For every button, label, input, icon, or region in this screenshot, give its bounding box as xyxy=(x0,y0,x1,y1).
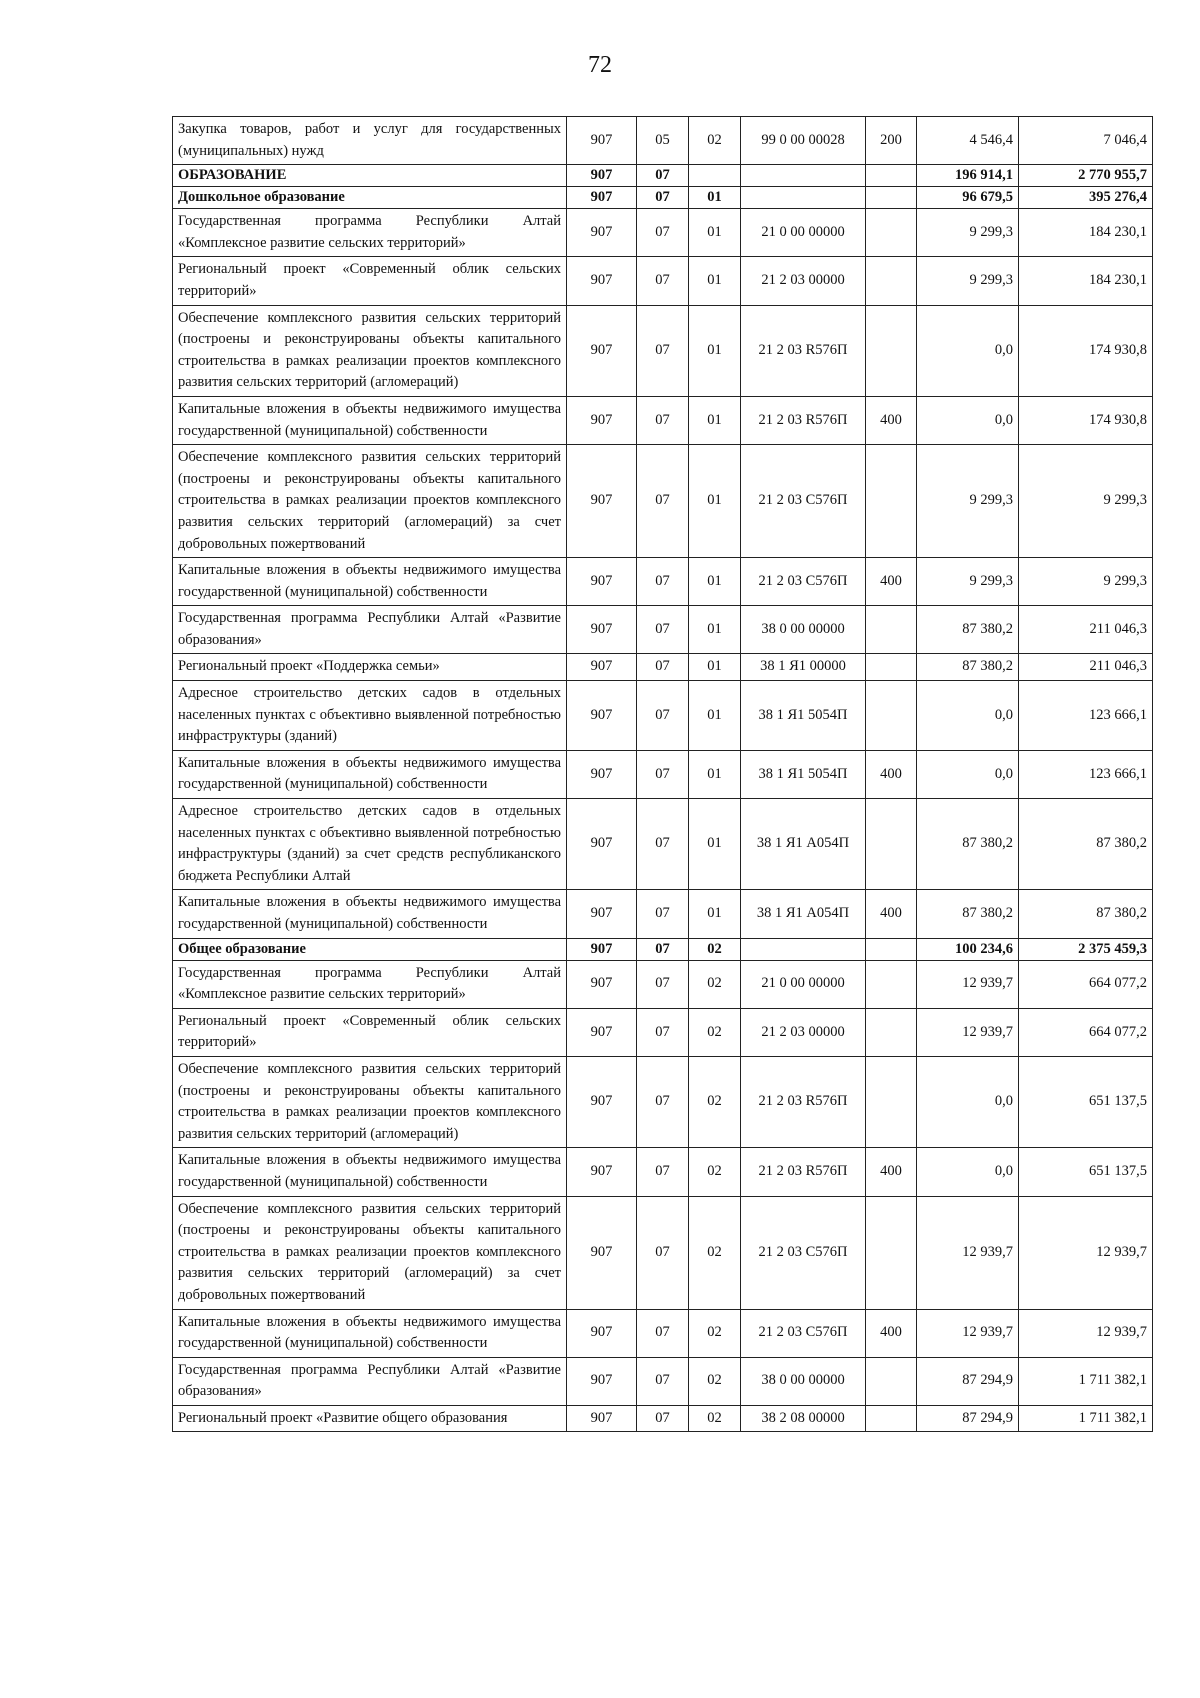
amount-year1-cell: 9 299,3 xyxy=(917,257,1019,305)
table-row xyxy=(173,165,1153,187)
expense-type-cell xyxy=(866,1405,917,1432)
amount-year2-cell: 87 380,2 xyxy=(1019,799,1153,890)
department-code-cell: 907 xyxy=(567,799,637,890)
subsection-code-cell: 02 xyxy=(689,1008,741,1056)
expense-type-cell xyxy=(866,209,917,257)
department-code-cell: 907 xyxy=(567,1309,637,1357)
amount-year2-cell: 184 230,1 xyxy=(1019,257,1153,305)
expense-type-cell xyxy=(866,1056,917,1147)
table-row xyxy=(173,1056,1153,1147)
section-code-cell: 07 xyxy=(637,890,689,938)
row-name-cell: Закупка товаров, работ и услуг для государственных (муниципальных) нужд xyxy=(173,117,567,165)
expense-type-cell xyxy=(866,681,917,751)
subsection-code-cell: 02 xyxy=(689,938,741,960)
target-article-cell: 21 0 00 00000 xyxy=(741,209,866,257)
section-code-cell: 05 xyxy=(637,117,689,165)
amount-year1-cell: 12 939,7 xyxy=(917,1196,1019,1309)
row-name-cell: Региональный проект «Современный облик сельских территорий» xyxy=(173,1008,567,1056)
section-code-cell: 07 xyxy=(637,654,689,681)
target-article-cell: 38 1 Я1 А054П xyxy=(741,890,866,938)
row-name-cell: Обеспечение комплексного развития сельских территорий (построены и реконструированы объекты капитального строительства в рамках реализации проектов комплексного развития сельских территорий (агломераций) xyxy=(173,305,567,396)
amount-year1-cell: 4 546,4 xyxy=(917,117,1019,165)
target-article-cell xyxy=(741,187,866,209)
amount-year1-cell: 100 234,6 xyxy=(917,938,1019,960)
target-article-cell: 21 2 03 00000 xyxy=(741,257,866,305)
department-code-cell: 907 xyxy=(567,187,637,209)
subsection-code-cell: 01 xyxy=(689,654,741,681)
table-row xyxy=(173,209,1153,257)
department-code-cell: 907 xyxy=(567,558,637,606)
amount-year1-cell: 87 380,2 xyxy=(917,890,1019,938)
table-row xyxy=(173,890,1153,938)
target-article-cell xyxy=(741,938,866,960)
target-article-cell: 21 2 03 С576П xyxy=(741,445,866,558)
expense-type-cell xyxy=(866,606,917,654)
target-article-cell: 21 2 03 С576П xyxy=(741,1309,866,1357)
amount-year2-cell: 211 046,3 xyxy=(1019,606,1153,654)
department-code-cell: 907 xyxy=(567,209,637,257)
section-code-cell: 07 xyxy=(637,960,689,1008)
amount-year1-cell: 0,0 xyxy=(917,1148,1019,1196)
table-row xyxy=(173,1309,1153,1357)
expense-type-cell xyxy=(866,305,917,396)
department-code-cell: 907 xyxy=(567,1148,637,1196)
department-code-cell: 907 xyxy=(567,1405,637,1432)
subsection-code-cell: 01 xyxy=(689,396,741,444)
subsection-code-cell: 02 xyxy=(689,1405,741,1432)
target-article-cell xyxy=(741,165,866,187)
expense-type-cell xyxy=(866,1196,917,1309)
expense-type-cell: 400 xyxy=(866,750,917,798)
amount-year2-cell: 12 939,7 xyxy=(1019,1309,1153,1357)
row-name-cell: Капитальные вложения в объекты недвижимого имущества государственной (муниципальной) собственности xyxy=(173,750,567,798)
amount-year2-cell: 9 299,3 xyxy=(1019,558,1153,606)
department-code-cell: 907 xyxy=(567,305,637,396)
amount-year2-cell: 2 375 459,3 xyxy=(1019,938,1153,960)
amount-year1-cell: 9 299,3 xyxy=(917,209,1019,257)
expense-type-cell xyxy=(866,960,917,1008)
expense-type-cell: 200 xyxy=(866,117,917,165)
row-name-cell: Капитальные вложения в объекты недвижимого имущества государственной (муниципальной) собственности xyxy=(173,396,567,444)
target-article-cell: 38 1 Я1 5054П xyxy=(741,681,866,751)
subsection-code-cell: 02 xyxy=(689,960,741,1008)
row-name-cell: Капитальные вложения в объекты недвижимого имущества государственной (муниципальной) собственности xyxy=(173,890,567,938)
row-name-cell: ОБРАЗОВАНИЕ xyxy=(173,165,567,187)
amount-year1-cell: 0,0 xyxy=(917,396,1019,444)
row-name-cell: Государственная программа Республики Алтай «Комплексное развитие сельских территорий» xyxy=(173,209,567,257)
target-article-cell: 21 2 03 С576П xyxy=(741,1196,866,1309)
table-row xyxy=(173,257,1153,305)
subsection-code-cell: 02 xyxy=(689,1309,741,1357)
section-code-cell: 07 xyxy=(637,1196,689,1309)
subsection-code-cell: 01 xyxy=(689,257,741,305)
table-row xyxy=(173,1357,1153,1405)
row-name-cell: Государственная программа Республики Алтай «Развитие образования» xyxy=(173,1357,567,1405)
target-article-cell: 21 0 00 00000 xyxy=(741,960,866,1008)
department-code-cell: 907 xyxy=(567,750,637,798)
section-code-cell: 07 xyxy=(637,558,689,606)
amount-year1-cell: 0,0 xyxy=(917,750,1019,798)
department-code-cell: 907 xyxy=(567,606,637,654)
table-row xyxy=(173,799,1153,890)
department-code-cell: 907 xyxy=(567,1196,637,1309)
section-code-cell: 07 xyxy=(637,681,689,751)
section-code-cell: 07 xyxy=(637,750,689,798)
target-article-cell: 99 0 00 00028 xyxy=(741,117,866,165)
department-code-cell: 907 xyxy=(567,445,637,558)
department-code-cell: 907 xyxy=(567,257,637,305)
section-code-cell: 07 xyxy=(637,1309,689,1357)
section-code-cell: 07 xyxy=(637,445,689,558)
amount-year2-cell: 1 711 382,1 xyxy=(1019,1357,1153,1405)
row-name-cell: Дошкольное образование xyxy=(173,187,567,209)
expense-type-cell: 400 xyxy=(866,558,917,606)
department-code-cell: 907 xyxy=(567,117,637,165)
amount-year2-cell: 664 077,2 xyxy=(1019,960,1153,1008)
row-name-cell: Региональный проект «Современный облик сельских территорий» xyxy=(173,257,567,305)
row-name-cell: Адресное строительство детских садов в отдельных населенных пунктах с объективно выявленной потребностью инфраструктуры (зданий) за счет средств республиканского бюджета Республики Алтай xyxy=(173,799,567,890)
section-code-cell: 07 xyxy=(637,1357,689,1405)
subsection-code-cell: 01 xyxy=(689,799,741,890)
department-code-cell: 907 xyxy=(567,1357,637,1405)
row-name-cell: Обеспечение комплексного развития сельских территорий (построены и реконструированы объекты капитального строительства в рамках реализации проектов комплексного развития сельских территорий (агломераций) за счет добровольных пожертвований xyxy=(173,1196,567,1309)
expense-type-cell: 400 xyxy=(866,890,917,938)
expense-type-cell xyxy=(866,257,917,305)
amount-year2-cell: 123 666,1 xyxy=(1019,681,1153,751)
target-article-cell: 38 0 00 00000 xyxy=(741,606,866,654)
table-row xyxy=(173,1196,1153,1309)
subsection-code-cell: 01 xyxy=(689,681,741,751)
section-code-cell: 07 xyxy=(637,1056,689,1147)
expense-type-cell xyxy=(866,799,917,890)
subsection-code-cell: 02 xyxy=(689,1196,741,1309)
amount-year2-cell: 9 299,3 xyxy=(1019,445,1153,558)
department-code-cell: 907 xyxy=(567,165,637,187)
table-row xyxy=(173,606,1153,654)
department-code-cell: 907 xyxy=(567,1056,637,1147)
department-code-cell: 907 xyxy=(567,890,637,938)
department-code-cell: 907 xyxy=(567,1008,637,1056)
expense-type-cell xyxy=(866,187,917,209)
subsection-code-cell: 01 xyxy=(689,445,741,558)
department-code-cell: 907 xyxy=(567,654,637,681)
row-name-cell: Обеспечение комплексного развития сельских территорий (построены и реконструированы объекты капитального строительства в рамках реализации проектов комплексного развития сельских территорий (агломераций) за счет добровольных пожертвований xyxy=(173,445,567,558)
target-article-cell: 21 2 03 00000 xyxy=(741,1008,866,1056)
table-row xyxy=(173,1008,1153,1056)
section-code-cell: 07 xyxy=(637,1405,689,1432)
amount-year1-cell: 9 299,3 xyxy=(917,558,1019,606)
subsection-code-cell: 01 xyxy=(689,187,741,209)
table-row xyxy=(173,445,1153,558)
amount-year2-cell: 184 230,1 xyxy=(1019,209,1153,257)
target-article-cell: 21 2 03 R576П xyxy=(741,305,866,396)
amount-year1-cell: 87 380,2 xyxy=(917,654,1019,681)
amount-year1-cell: 87 380,2 xyxy=(917,606,1019,654)
row-name-cell: Общее образование xyxy=(173,938,567,960)
row-name-cell: Государственная программа Республики Алтай «Комплексное развитие сельских территорий» xyxy=(173,960,567,1008)
table-row xyxy=(173,1148,1153,1196)
amount-year1-cell: 9 299,3 xyxy=(917,445,1019,558)
target-article-cell: 38 1 Я1 А054П xyxy=(741,799,866,890)
amount-year2-cell: 651 137,5 xyxy=(1019,1148,1153,1196)
amount-year2-cell: 651 137,5 xyxy=(1019,1056,1153,1147)
table-row xyxy=(173,1405,1153,1432)
subsection-code-cell: 02 xyxy=(689,1357,741,1405)
amount-year1-cell: 12 939,7 xyxy=(917,1309,1019,1357)
expense-type-cell xyxy=(866,165,917,187)
page-number: 72 xyxy=(588,52,612,78)
target-article-cell: 21 2 03 С576П xyxy=(741,558,866,606)
subsection-code-cell: 01 xyxy=(689,558,741,606)
expense-type-cell: 400 xyxy=(866,396,917,444)
amount-year1-cell: 0,0 xyxy=(917,1056,1019,1147)
table-row xyxy=(173,396,1153,444)
amount-year2-cell: 123 666,1 xyxy=(1019,750,1153,798)
section-code-cell: 07 xyxy=(637,1008,689,1056)
subsection-code-cell: 01 xyxy=(689,209,741,257)
row-name-cell: Капитальные вложения в объекты недвижимого имущества государственной (муниципальной) собственности xyxy=(173,1148,567,1196)
amount-year1-cell: 0,0 xyxy=(917,305,1019,396)
section-code-cell: 07 xyxy=(637,257,689,305)
table-row xyxy=(173,117,1153,165)
amount-year2-cell: 174 930,8 xyxy=(1019,396,1153,444)
expense-type-cell: 400 xyxy=(866,1309,917,1357)
row-name-cell: Капитальные вложения в объекты недвижимого имущества государственной (муниципальной) собственности xyxy=(173,1309,567,1357)
amount-year1-cell: 0,0 xyxy=(917,681,1019,751)
amount-year2-cell: 7 046,4 xyxy=(1019,117,1153,165)
section-code-cell: 07 xyxy=(637,1148,689,1196)
expense-type-cell xyxy=(866,1008,917,1056)
subsection-code-cell: 01 xyxy=(689,606,741,654)
section-code-cell: 07 xyxy=(637,209,689,257)
amount-year2-cell: 87 380,2 xyxy=(1019,890,1153,938)
amount-year1-cell: 196 914,1 xyxy=(917,165,1019,187)
table-row xyxy=(173,558,1153,606)
amount-year1-cell: 87 380,2 xyxy=(917,799,1019,890)
amount-year2-cell: 174 930,8 xyxy=(1019,305,1153,396)
expense-type-cell xyxy=(866,654,917,681)
amount-year1-cell: 12 939,7 xyxy=(917,960,1019,1008)
table-row xyxy=(173,681,1153,751)
row-name-cell: Государственная программа Республики Алтай «Развитие образования» xyxy=(173,606,567,654)
expense-type-cell xyxy=(866,938,917,960)
target-article-cell: 21 2 03 R576П xyxy=(741,1056,866,1147)
row-name-cell: Капитальные вложения в объекты недвижимого имущества государственной (муниципальной) собственности xyxy=(173,558,567,606)
row-name-cell: Региональный проект «Поддержка семьи» xyxy=(173,654,567,681)
subsection-code-cell: 02 xyxy=(689,117,741,165)
amount-year2-cell: 211 046,3 xyxy=(1019,654,1153,681)
section-code-cell: 07 xyxy=(637,305,689,396)
section-code-cell: 07 xyxy=(637,938,689,960)
expense-type-cell xyxy=(866,1357,917,1405)
department-code-cell: 907 xyxy=(567,960,637,1008)
amount-year2-cell: 1 711 382,1 xyxy=(1019,1405,1153,1432)
amount-year2-cell: 664 077,2 xyxy=(1019,1008,1153,1056)
table-row xyxy=(173,654,1153,681)
table-row xyxy=(173,750,1153,798)
subsection-code-cell: 02 xyxy=(689,1148,741,1196)
table-row xyxy=(173,960,1153,1008)
target-article-cell: 21 2 03 R576П xyxy=(741,1148,866,1196)
subsection-code-cell: 01 xyxy=(689,305,741,396)
subsection-code-cell: 01 xyxy=(689,890,741,938)
table-row xyxy=(173,187,1153,209)
department-code-cell: 907 xyxy=(567,938,637,960)
expense-type-cell xyxy=(866,445,917,558)
amount-year1-cell: 96 679,5 xyxy=(917,187,1019,209)
table-row xyxy=(173,305,1153,396)
target-article-cell: 21 2 03 R576П xyxy=(741,396,866,444)
row-name-cell: Обеспечение комплексного развития сельских территорий (построены и реконструированы объекты капитального строительства в рамках реализации проектов комплексного развития сельских территорий (агломераций) xyxy=(173,1056,567,1147)
row-name-cell: Адресное строительство детских садов в отдельных населенных пунктах с объективно выявленной потребностью инфраструктуры (зданий) xyxy=(173,681,567,751)
target-article-cell: 38 1 Я1 5054П xyxy=(741,750,866,798)
amount-year2-cell: 12 939,7 xyxy=(1019,1196,1153,1309)
subsection-code-cell xyxy=(689,165,741,187)
subsection-code-cell: 02 xyxy=(689,1056,741,1147)
amount-year2-cell: 395 276,4 xyxy=(1019,187,1153,209)
target-article-cell: 38 1 Я1 00000 xyxy=(741,654,866,681)
amount-year2-cell: 2 770 955,7 xyxy=(1019,165,1153,187)
section-code-cell: 07 xyxy=(637,165,689,187)
section-code-cell: 07 xyxy=(637,187,689,209)
target-article-cell: 38 2 08 00000 xyxy=(741,1405,866,1432)
section-code-cell: 07 xyxy=(637,799,689,890)
row-name-cell: Региональный проект «Развитие общего образования xyxy=(173,1405,567,1432)
section-code-cell: 07 xyxy=(637,396,689,444)
amount-year1-cell: 12 939,7 xyxy=(917,1008,1019,1056)
target-article-cell: 38 0 00 00000 xyxy=(741,1357,866,1405)
amount-year1-cell: 87 294,9 xyxy=(917,1357,1019,1405)
department-code-cell: 907 xyxy=(567,396,637,444)
expense-type-cell: 400 xyxy=(866,1148,917,1196)
table-row xyxy=(173,938,1153,960)
department-code-cell: 907 xyxy=(567,681,637,751)
subsection-code-cell: 01 xyxy=(689,750,741,798)
budget-table xyxy=(172,116,1153,1432)
section-code-cell: 07 xyxy=(637,606,689,654)
amount-year1-cell: 87 294,9 xyxy=(917,1405,1019,1432)
